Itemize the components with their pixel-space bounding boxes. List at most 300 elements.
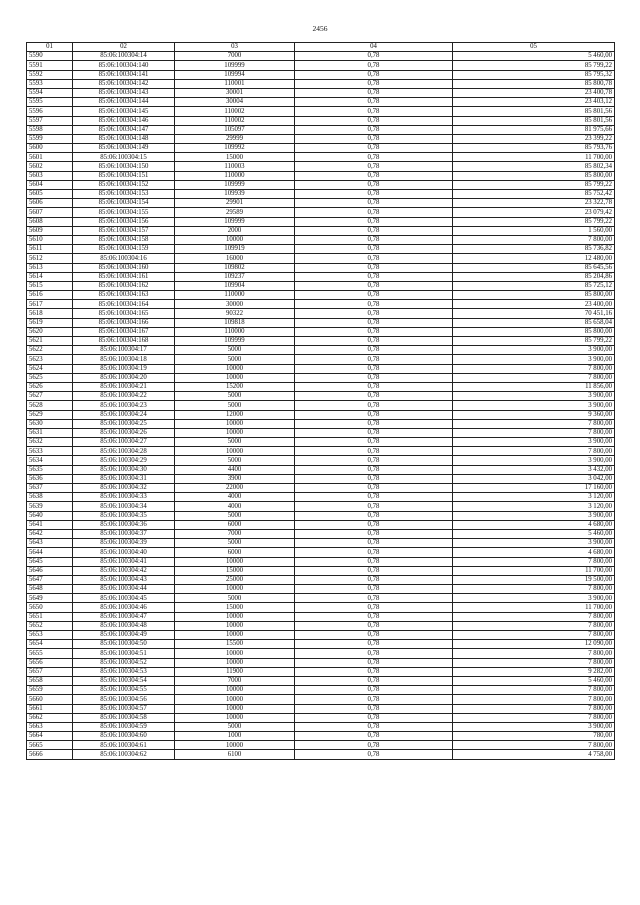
cadastral-number-cell: 85:06:100304:45 bbox=[73, 594, 175, 603]
cadastral-number-cell: 85:06:100304:168 bbox=[73, 337, 175, 346]
area-cell: 4400 bbox=[175, 465, 295, 474]
amount-cell: 4 758,00 bbox=[453, 750, 615, 759]
rate-cell: 0,78 bbox=[295, 658, 453, 667]
table-row bbox=[27, 254, 615, 263]
amount-cell: 85 799,22 bbox=[453, 61, 615, 70]
table-row bbox=[27, 502, 615, 511]
amount-cell: 3 900,00 bbox=[453, 346, 615, 355]
table-row bbox=[27, 447, 615, 456]
cadastral-number-cell: 85:06:100304:153 bbox=[73, 190, 175, 199]
area-cell: 10000 bbox=[175, 658, 295, 667]
table-row bbox=[27, 337, 615, 346]
cadastral-number-cell: 85:06:100304:165 bbox=[73, 309, 175, 318]
rate-cell: 0,78 bbox=[295, 291, 453, 300]
table-row bbox=[27, 208, 615, 217]
table-row bbox=[27, 162, 615, 171]
cadastral-number-cell: 85:06:100304:160 bbox=[73, 263, 175, 272]
rate-cell: 0,78 bbox=[295, 254, 453, 263]
table-row bbox=[27, 539, 615, 548]
area-cell: 109939 bbox=[175, 190, 295, 199]
area-cell: 10000 bbox=[175, 741, 295, 750]
row-number-cell: 5605 bbox=[27, 190, 73, 199]
rate-cell: 0,78 bbox=[295, 493, 453, 502]
rate-cell: 0,78 bbox=[295, 695, 453, 704]
table-row bbox=[27, 474, 615, 483]
amount-cell: 85 725,12 bbox=[453, 281, 615, 290]
cadastral-number-cell: 85:06:100304:14 bbox=[73, 52, 175, 61]
rate-cell: 0,78 bbox=[295, 392, 453, 401]
row-number-cell: 5641 bbox=[27, 520, 73, 529]
table-row bbox=[27, 520, 615, 529]
rate-cell: 0,78 bbox=[295, 741, 453, 750]
area-cell: 12000 bbox=[175, 410, 295, 419]
table-row bbox=[27, 373, 615, 382]
table-row bbox=[27, 686, 615, 695]
row-number-cell: 5597 bbox=[27, 116, 73, 125]
amount-cell: 11 856,00 bbox=[453, 382, 615, 391]
rate-cell: 0,78 bbox=[295, 419, 453, 428]
rate-cell: 0,78 bbox=[295, 410, 453, 419]
rate-cell: 0,78 bbox=[295, 612, 453, 621]
amount-cell: 3 900,00 bbox=[453, 539, 615, 548]
amount-cell: 85 793,76 bbox=[453, 144, 615, 153]
cadastral-number-cell: 85:06:100304:58 bbox=[73, 713, 175, 722]
amount-cell: 7 800,00 bbox=[453, 428, 615, 437]
area-cell: 109994 bbox=[175, 70, 295, 79]
rate-cell: 0,78 bbox=[295, 502, 453, 511]
area-cell: 110000 bbox=[175, 327, 295, 336]
row-number-cell: 5613 bbox=[27, 263, 73, 272]
cadastral-number-cell: 85:06:100304:19 bbox=[73, 364, 175, 373]
rate-cell: 0,78 bbox=[295, 199, 453, 208]
table-row bbox=[27, 382, 615, 391]
cadastral-number-cell: 85:06:100304:152 bbox=[73, 180, 175, 189]
amount-cell: 12 480,00 bbox=[453, 254, 615, 263]
area-cell: 6100 bbox=[175, 750, 295, 759]
amount-cell: 23 399,22 bbox=[453, 134, 615, 143]
table-row bbox=[27, 428, 615, 437]
amount-cell: 85 800,78 bbox=[453, 79, 615, 88]
amount-cell: 7 800,00 bbox=[453, 631, 615, 640]
row-number-cell: 5655 bbox=[27, 649, 73, 658]
row-number-cell: 5616 bbox=[27, 291, 73, 300]
table-row bbox=[27, 621, 615, 630]
area-cell: 29901 bbox=[175, 199, 295, 208]
amount-cell: 12 090,00 bbox=[453, 640, 615, 649]
rate-cell: 0,78 bbox=[295, 208, 453, 217]
header-col-02: 02 bbox=[73, 43, 175, 52]
amount-cell: 7 800,00 bbox=[453, 612, 615, 621]
area-cell: 15000 bbox=[175, 603, 295, 612]
cadastral-number-cell: 85:06:100304:41 bbox=[73, 557, 175, 566]
row-number-cell: 5626 bbox=[27, 382, 73, 391]
amount-cell: 85 658,04 bbox=[453, 318, 615, 327]
table-row bbox=[27, 263, 615, 272]
rate-cell: 0,78 bbox=[295, 401, 453, 410]
amount-cell: 7 800,00 bbox=[453, 557, 615, 566]
table-row bbox=[27, 649, 615, 658]
row-number-cell: 5652 bbox=[27, 621, 73, 630]
rate-cell: 0,78 bbox=[295, 263, 453, 272]
cadastral-number-cell: 85:06:100304:30 bbox=[73, 465, 175, 474]
amount-cell: 7 800,00 bbox=[453, 741, 615, 750]
cadastral-number-cell: 85:06:100304:33 bbox=[73, 493, 175, 502]
row-number-cell: 5636 bbox=[27, 474, 73, 483]
area-cell: 105097 bbox=[175, 125, 295, 134]
rate-cell: 0,78 bbox=[295, 539, 453, 548]
area-cell: 10000 bbox=[175, 447, 295, 456]
cadastral-number-cell: 85:06:100304:15 bbox=[73, 153, 175, 162]
amount-cell: 85 752,42 bbox=[453, 190, 615, 199]
amount-cell: 11 700,00 bbox=[453, 153, 615, 162]
row-number-cell: 5663 bbox=[27, 722, 73, 731]
row-number-cell: 5656 bbox=[27, 658, 73, 667]
rate-cell: 0,78 bbox=[295, 226, 453, 235]
table-row bbox=[27, 713, 615, 722]
rate-cell: 0,78 bbox=[295, 704, 453, 713]
rate-cell: 0,78 bbox=[295, 337, 453, 346]
amount-cell: 3 900,00 bbox=[453, 401, 615, 410]
area-cell: 5000 bbox=[175, 392, 295, 401]
row-number-cell: 5603 bbox=[27, 171, 73, 180]
rate-cell: 0,78 bbox=[295, 318, 453, 327]
cadastral-number-cell: 85:06:100304:20 bbox=[73, 373, 175, 382]
table-row bbox=[27, 401, 615, 410]
area-cell: 30000 bbox=[175, 300, 295, 309]
area-cell: 110000 bbox=[175, 171, 295, 180]
rate-cell: 0,78 bbox=[295, 272, 453, 281]
row-number-cell: 5599 bbox=[27, 134, 73, 143]
area-cell: 5000 bbox=[175, 722, 295, 731]
amount-cell: 780,00 bbox=[453, 732, 615, 741]
row-number-cell: 5591 bbox=[27, 61, 73, 70]
amount-cell: 85 799,22 bbox=[453, 337, 615, 346]
cadastral-number-cell: 85:06:100304:56 bbox=[73, 695, 175, 704]
row-number-cell: 5590 bbox=[27, 52, 73, 61]
table-row bbox=[27, 640, 615, 649]
row-number-cell: 5665 bbox=[27, 741, 73, 750]
rate-cell: 0,78 bbox=[295, 456, 453, 465]
rate-cell: 0,78 bbox=[295, 722, 453, 731]
table-row bbox=[27, 566, 615, 575]
row-number-cell: 5645 bbox=[27, 557, 73, 566]
table-header-row bbox=[27, 43, 615, 52]
row-number-cell: 5633 bbox=[27, 447, 73, 456]
row-number-cell: 5602 bbox=[27, 162, 73, 171]
cadastral-number-cell: 85:06:100304:28 bbox=[73, 447, 175, 456]
area-cell: 10000 bbox=[175, 695, 295, 704]
row-number-cell: 5624 bbox=[27, 364, 73, 373]
area-cell: 16000 bbox=[175, 254, 295, 263]
area-cell: 10000 bbox=[175, 649, 295, 658]
row-number-cell: 5615 bbox=[27, 281, 73, 290]
header-col-03: 03 bbox=[175, 43, 295, 52]
area-cell: 10000 bbox=[175, 373, 295, 382]
amount-cell: 81 975,66 bbox=[453, 125, 615, 134]
cadastral-number-cell: 85:06:100304:155 bbox=[73, 208, 175, 217]
header-col-01: 01 bbox=[27, 43, 73, 52]
amount-cell: 85 795,32 bbox=[453, 70, 615, 79]
area-cell: 5000 bbox=[175, 401, 295, 410]
rate-cell: 0,78 bbox=[295, 300, 453, 309]
cadastral-number-cell: 85:06:100304:149 bbox=[73, 144, 175, 153]
area-cell: 5000 bbox=[175, 346, 295, 355]
table-row bbox=[27, 116, 615, 125]
rate-cell: 0,78 bbox=[295, 649, 453, 658]
table-row bbox=[27, 70, 615, 79]
amount-cell: 9 282,00 bbox=[453, 667, 615, 676]
rate-cell: 0,78 bbox=[295, 465, 453, 474]
cadastral-number-cell: 85:06:100304:164 bbox=[73, 300, 175, 309]
row-number-cell: 5595 bbox=[27, 98, 73, 107]
area-cell: 15200 bbox=[175, 382, 295, 391]
amount-cell: 23 322,78 bbox=[453, 199, 615, 208]
area-cell: 109802 bbox=[175, 263, 295, 272]
amount-cell: 3 900,00 bbox=[453, 456, 615, 465]
table-row bbox=[27, 346, 615, 355]
table-row bbox=[27, 585, 615, 594]
amount-cell: 7 800,00 bbox=[453, 419, 615, 428]
row-number-cell: 5629 bbox=[27, 410, 73, 419]
cadastral-number-cell: 85:06:100304:60 bbox=[73, 732, 175, 741]
row-number-cell: 5621 bbox=[27, 337, 73, 346]
amount-cell: 23 400,78 bbox=[453, 88, 615, 97]
cadastral-number-cell: 85:06:100304:59 bbox=[73, 722, 175, 731]
rate-cell: 0,78 bbox=[295, 529, 453, 538]
table-row bbox=[27, 355, 615, 364]
amount-cell: 11 700,00 bbox=[453, 603, 615, 612]
rate-cell: 0,78 bbox=[295, 713, 453, 722]
table-row bbox=[27, 548, 615, 557]
table-row bbox=[27, 612, 615, 621]
area-cell: 22000 bbox=[175, 484, 295, 493]
table-row bbox=[27, 61, 615, 70]
cadastral-number-cell: 85:06:100304:51 bbox=[73, 649, 175, 658]
table-row bbox=[27, 300, 615, 309]
area-cell: 11900 bbox=[175, 667, 295, 676]
row-number-cell: 5646 bbox=[27, 566, 73, 575]
area-cell: 109237 bbox=[175, 272, 295, 281]
amount-cell: 3 900,00 bbox=[453, 511, 615, 520]
row-number-cell: 5657 bbox=[27, 667, 73, 676]
area-cell: 5000 bbox=[175, 456, 295, 465]
rate-cell: 0,78 bbox=[295, 686, 453, 695]
table-row bbox=[27, 419, 615, 428]
amount-cell: 85 802,34 bbox=[453, 162, 615, 171]
row-number-cell: 5596 bbox=[27, 107, 73, 116]
area-cell: 10000 bbox=[175, 612, 295, 621]
rate-cell: 0,78 bbox=[295, 162, 453, 171]
area-cell: 110000 bbox=[175, 291, 295, 300]
table-row bbox=[27, 732, 615, 741]
cadastral-number-cell: 85:06:100304:23 bbox=[73, 401, 175, 410]
table-row bbox=[27, 722, 615, 731]
area-cell: 4000 bbox=[175, 493, 295, 502]
row-number-cell: 5647 bbox=[27, 575, 73, 584]
table-row bbox=[27, 511, 615, 520]
row-number-cell: 5606 bbox=[27, 199, 73, 208]
cadastral-number-cell: 85:06:100304:57 bbox=[73, 704, 175, 713]
cadastral-number-cell: 85:06:100304:22 bbox=[73, 392, 175, 401]
page-number: 2456 bbox=[312, 24, 328, 33]
amount-cell: 85 736,82 bbox=[453, 245, 615, 254]
cadastral-number-cell: 85:06:100304:47 bbox=[73, 612, 175, 621]
amount-cell: 3 900,00 bbox=[453, 594, 615, 603]
area-cell: 10000 bbox=[175, 235, 295, 244]
cadastral-number-cell: 85:06:100304:49 bbox=[73, 631, 175, 640]
row-number-cell: 5634 bbox=[27, 456, 73, 465]
table-row bbox=[27, 309, 615, 318]
area-cell: 10000 bbox=[175, 621, 295, 630]
rate-cell: 0,78 bbox=[295, 438, 453, 447]
row-number-cell: 5631 bbox=[27, 428, 73, 437]
row-number-cell: 5650 bbox=[27, 603, 73, 612]
area-cell: 109919 bbox=[175, 245, 295, 254]
amount-cell: 11 700,00 bbox=[453, 566, 615, 575]
table-row bbox=[27, 750, 615, 759]
rate-cell: 0,78 bbox=[295, 88, 453, 97]
table-row bbox=[27, 704, 615, 713]
amount-cell: 5 460,00 bbox=[453, 529, 615, 538]
rate-cell: 0,78 bbox=[295, 474, 453, 483]
area-cell: 15500 bbox=[175, 640, 295, 649]
row-number-cell: 5592 bbox=[27, 70, 73, 79]
area-cell: 10000 bbox=[175, 419, 295, 428]
amount-cell: 7 800,00 bbox=[453, 713, 615, 722]
row-number-cell: 5607 bbox=[27, 208, 73, 217]
row-number-cell: 5593 bbox=[27, 79, 73, 88]
row-number-cell: 5658 bbox=[27, 676, 73, 685]
rate-cell: 0,78 bbox=[295, 373, 453, 382]
cadastral-number-cell: 85:06:100304:18 bbox=[73, 355, 175, 364]
amount-cell: 7 800,00 bbox=[453, 585, 615, 594]
amount-cell: 85 801,56 bbox=[453, 116, 615, 125]
rate-cell: 0,78 bbox=[295, 245, 453, 254]
amount-cell: 3 432,00 bbox=[453, 465, 615, 474]
cadastral-number-cell: 85:06:100304:27 bbox=[73, 438, 175, 447]
row-number-cell: 5639 bbox=[27, 502, 73, 511]
cadastral-number-cell: 85:06:100304:62 bbox=[73, 750, 175, 759]
area-cell: 109818 bbox=[175, 318, 295, 327]
amount-cell: 7 800,00 bbox=[453, 704, 615, 713]
amount-cell: 3 120,00 bbox=[453, 502, 615, 511]
amount-cell: 4 680,00 bbox=[453, 520, 615, 529]
cadastral-number-cell: 85:06:100304:167 bbox=[73, 327, 175, 336]
amount-cell: 3 900,00 bbox=[453, 355, 615, 364]
rate-cell: 0,78 bbox=[295, 676, 453, 685]
table-row bbox=[27, 676, 615, 685]
table-row bbox=[27, 144, 615, 153]
rate-cell: 0,78 bbox=[295, 98, 453, 107]
rate-cell: 0,78 bbox=[295, 144, 453, 153]
rate-cell: 0,78 bbox=[295, 52, 453, 61]
amount-cell: 3 120,00 bbox=[453, 493, 615, 502]
header-col-05: 05 bbox=[453, 43, 615, 52]
row-number-cell: 5609 bbox=[27, 226, 73, 235]
amount-cell: 85 204,86 bbox=[453, 272, 615, 281]
row-number-cell: 5660 bbox=[27, 695, 73, 704]
cadastral-number-cell: 85:06:100304:26 bbox=[73, 428, 175, 437]
row-number-cell: 5651 bbox=[27, 612, 73, 621]
table-row bbox=[27, 631, 615, 640]
area-cell: 5000 bbox=[175, 594, 295, 603]
row-number-cell: 5653 bbox=[27, 631, 73, 640]
amount-cell: 7 800,00 bbox=[453, 686, 615, 695]
amount-cell: 7 800,00 bbox=[453, 364, 615, 373]
rate-cell: 0,78 bbox=[295, 116, 453, 125]
rate-cell: 0,78 bbox=[295, 447, 453, 456]
table-row bbox=[27, 199, 615, 208]
area-cell: 90322 bbox=[175, 309, 295, 318]
cadastral-number-cell: 85:06:100304:52 bbox=[73, 658, 175, 667]
amount-cell: 70 451,16 bbox=[453, 309, 615, 318]
area-cell: 109904 bbox=[175, 281, 295, 290]
cadastral-number-cell: 85:06:100304:144 bbox=[73, 98, 175, 107]
row-number-cell: 5610 bbox=[27, 235, 73, 244]
cadastral-number-cell: 85:06:100304:162 bbox=[73, 281, 175, 290]
area-cell: 25000 bbox=[175, 575, 295, 584]
area-cell: 29999 bbox=[175, 134, 295, 143]
table-row bbox=[27, 658, 615, 667]
cadastral-number-cell: 85:06:100304:39 bbox=[73, 539, 175, 548]
rate-cell: 0,78 bbox=[295, 750, 453, 759]
rate-cell: 0,78 bbox=[295, 520, 453, 529]
table-row bbox=[27, 125, 615, 134]
amount-cell: 23 079,42 bbox=[453, 208, 615, 217]
rate-cell: 0,78 bbox=[295, 79, 453, 88]
cadastral-number-cell: 85:06:100304:44 bbox=[73, 585, 175, 594]
amount-cell: 85 799,22 bbox=[453, 180, 615, 189]
rate-cell: 0,78 bbox=[295, 364, 453, 373]
area-cell: 15000 bbox=[175, 153, 295, 162]
row-number-cell: 5614 bbox=[27, 272, 73, 281]
cadastral-number-cell: 85:06:100304:34 bbox=[73, 502, 175, 511]
area-cell: 7000 bbox=[175, 676, 295, 685]
row-number-cell: 5612 bbox=[27, 254, 73, 263]
cadastral-number-cell: 85:06:100304:24 bbox=[73, 410, 175, 419]
amount-cell: 7 800,00 bbox=[453, 649, 615, 658]
amount-cell: 3 900,00 bbox=[453, 722, 615, 731]
cadastral-number-cell: 85:06:100304:32 bbox=[73, 484, 175, 493]
cadastral-number-cell: 85:06:100304:151 bbox=[73, 171, 175, 180]
area-cell: 10000 bbox=[175, 585, 295, 594]
rate-cell: 0,78 bbox=[295, 217, 453, 226]
rate-cell: 0,78 bbox=[295, 557, 453, 566]
area-cell: 6000 bbox=[175, 520, 295, 529]
row-number-cell: 5635 bbox=[27, 465, 73, 474]
table-row bbox=[27, 226, 615, 235]
row-number-cell: 5594 bbox=[27, 88, 73, 97]
amount-cell: 23 400,00 bbox=[453, 300, 615, 309]
row-number-cell: 5598 bbox=[27, 125, 73, 134]
cadastral-number-cell: 85:06:100304:21 bbox=[73, 382, 175, 391]
row-number-cell: 5627 bbox=[27, 392, 73, 401]
rate-cell: 0,78 bbox=[295, 70, 453, 79]
rate-cell: 0,78 bbox=[295, 180, 453, 189]
row-number-cell: 5643 bbox=[27, 539, 73, 548]
rate-cell: 0,78 bbox=[295, 309, 453, 318]
amount-cell: 85 799,22 bbox=[453, 217, 615, 226]
cadastral-number-cell: 85:06:100304:50 bbox=[73, 640, 175, 649]
table-row bbox=[27, 438, 615, 447]
cadastral-number-cell: 85:06:100304:141 bbox=[73, 70, 175, 79]
amount-cell: 85 800,00 bbox=[453, 327, 615, 336]
cadastral-number-cell: 85:06:100304:146 bbox=[73, 116, 175, 125]
amount-cell: 9 360,00 bbox=[453, 410, 615, 419]
cadastral-number-cell: 85:06:100304:142 bbox=[73, 79, 175, 88]
area-cell: 5000 bbox=[175, 438, 295, 447]
area-cell: 10000 bbox=[175, 713, 295, 722]
